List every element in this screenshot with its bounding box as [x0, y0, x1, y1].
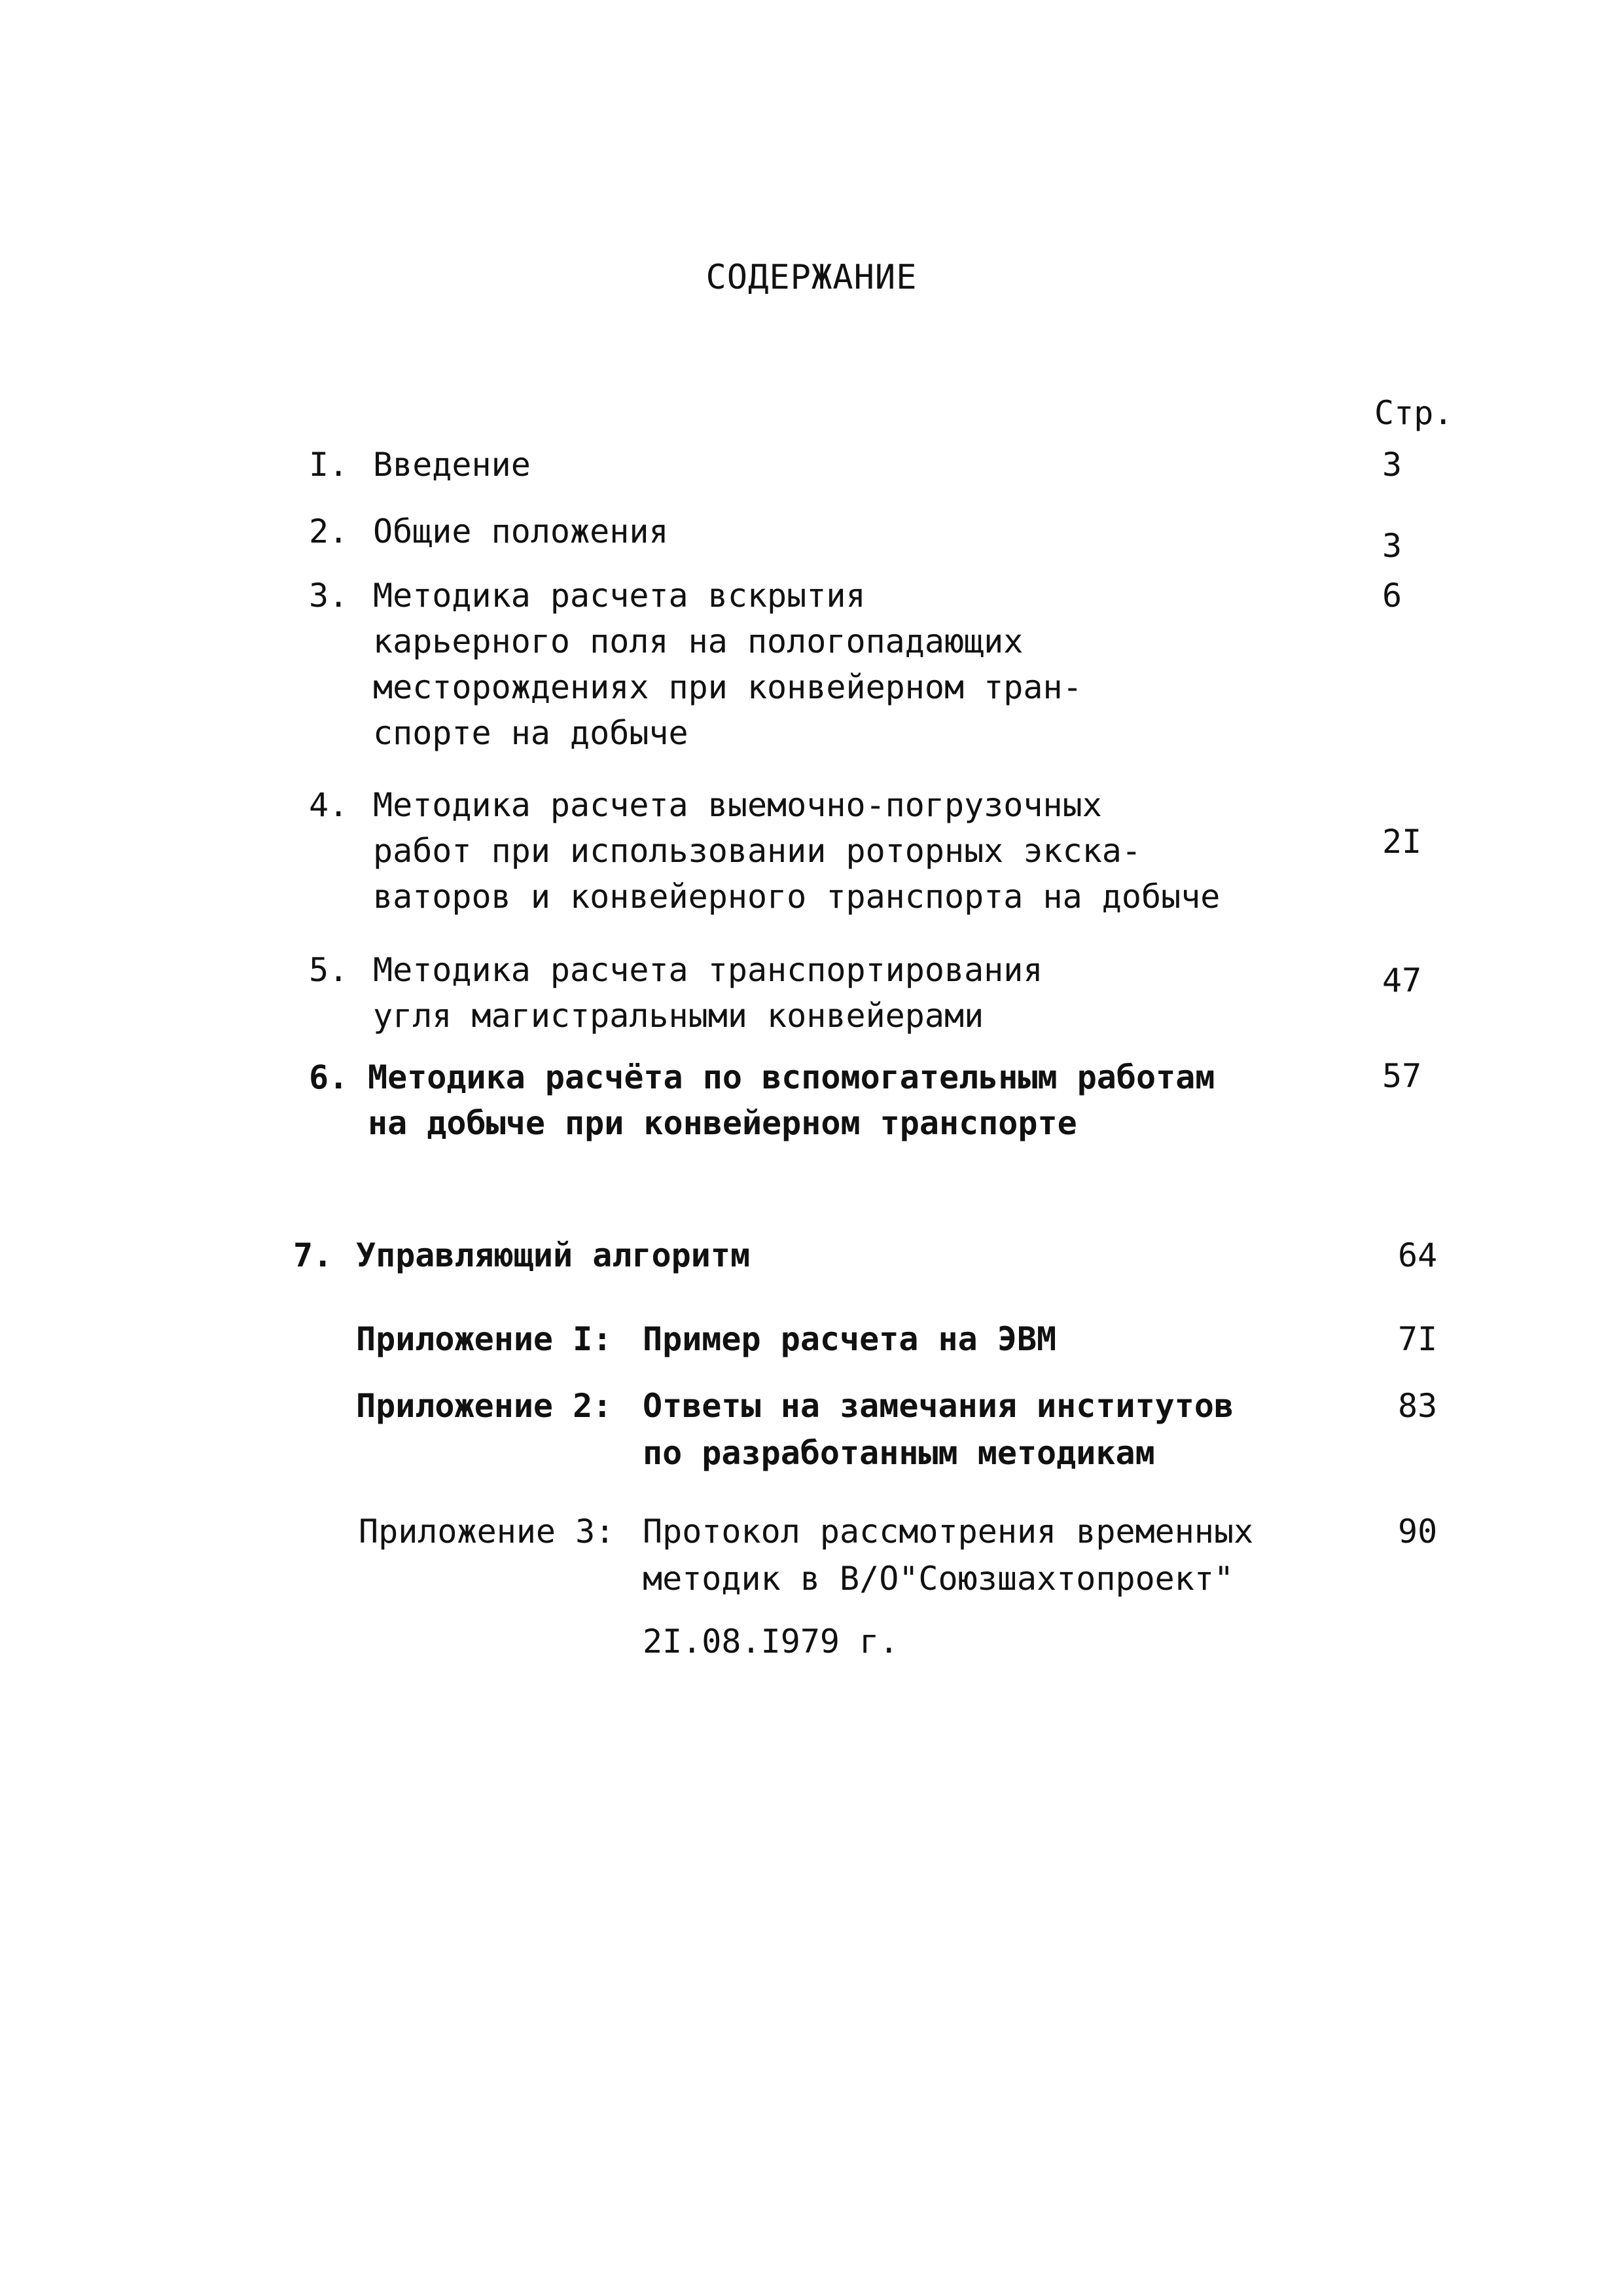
entry-page: 47 — [1382, 961, 1422, 999]
page-column-label: Стр. — [1374, 394, 1454, 432]
entry-number: 6. — [309, 1058, 349, 1096]
appendix-page: 7I — [1398, 1320, 1438, 1358]
entry-title-line: Управляющий алгоритм — [356, 1236, 751, 1274]
entry-title-line: Методика расчета выемочно-погрузочных — [373, 786, 1102, 824]
appendix-title-line: по разработанным методикам — [643, 1434, 1155, 1472]
appendix-label: Приложение 3: — [359, 1513, 615, 1551]
entry-number: 2. — [309, 512, 349, 550]
entry-title-line: угля магистральными конвейерами — [373, 997, 984, 1035]
entry-title-line: Введение — [373, 446, 531, 484]
appendix-title-line: Пример расчета на ЭВМ — [643, 1320, 1057, 1358]
appendix-label: Приложение 2: — [356, 1387, 613, 1425]
entry-title-line: спорте на добыче — [373, 714, 688, 752]
appendix-title-line: Ответы на замечания институтов — [643, 1387, 1234, 1425]
entry-title-line: карьерного поля на пологопадающих — [373, 622, 1024, 660]
entry-title-line: месторождениях при конвейерном тран- — [373, 668, 1082, 706]
entry-number: 7. — [293, 1236, 333, 1274]
entry-page: 3 — [1382, 527, 1402, 565]
entry-title-line: ваторов и конвейерного транспорта на добыче — [373, 878, 1221, 916]
entry-number: 3. — [309, 577, 349, 615]
appendix-title-line: 2I.08.I979 г. — [643, 1623, 899, 1660]
entry-title-line: Методика расчета вскрытия — [373, 577, 866, 615]
entry-page: 64 — [1398, 1236, 1438, 1274]
appendix-page: 83 — [1398, 1387, 1438, 1425]
appendix-title-line: методик в В/О"Союзшахтопроект" — [643, 1560, 1234, 1598]
entry-page: 3 — [1382, 446, 1402, 484]
appendix-page: 90 — [1398, 1513, 1438, 1551]
entry-number: 4. — [309, 786, 349, 824]
entry-title-line: Методика расчёта по вспомогательным работам — [368, 1058, 1215, 1096]
appendix-title-line: Протокол рассмотрения временных — [643, 1513, 1254, 1551]
entry-title-line: Общие положения — [373, 512, 669, 550]
toc-title: СОДЕРЖАНИЕ — [705, 258, 918, 297]
entry-title-line: на добыче при конвейерном транспорте — [368, 1104, 1077, 1142]
entry-number: I. — [309, 446, 349, 484]
entry-page: 6 — [1382, 577, 1402, 615]
entry-title-line: Методика расчета транспортирования — [373, 951, 1043, 989]
entry-page: 2I — [1382, 823, 1422, 861]
appendix-label: Приложение I: — [356, 1320, 613, 1358]
entry-title-line: работ при использовании роторных экска- — [373, 832, 1141, 870]
entry-number: 5. — [309, 951, 349, 989]
entry-page: 57 — [1382, 1057, 1422, 1095]
